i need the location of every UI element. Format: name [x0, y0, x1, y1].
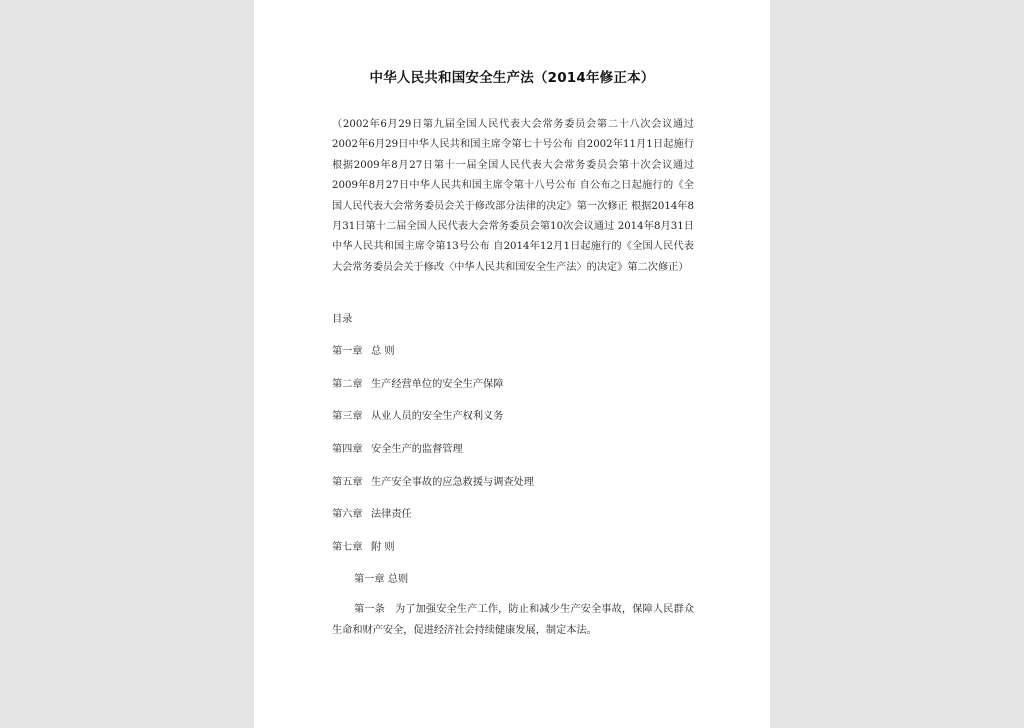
toc-chapter-number: 第五章	[332, 476, 363, 488]
toc-chapter-title: 生产安全事故的应急救援与调查处理	[371, 476, 534, 488]
toc-item	[332, 538, 534, 571]
toc-heading: 目录	[332, 314, 353, 325]
toc-chapter-title: 附 则	[371, 542, 395, 554]
toc-item	[332, 375, 534, 408]
toc-chapter-title: 生产经营单位的安全生产保障	[371, 378, 504, 390]
toc-item	[332, 473, 534, 506]
toc-item	[332, 505, 534, 538]
toc-item	[332, 440, 534, 473]
toc-chapter-number: 第一章	[332, 346, 363, 357]
table-of-contents	[332, 342, 534, 571]
document-page	[254, 0, 770, 728]
toc-chapter-number: 第三章	[332, 411, 363, 423]
toc-item	[332, 342, 534, 375]
toc-chapter-title: 总 则	[371, 346, 395, 357]
document-preamble: （2002年6月29日第九届全国人民代表大会常务委员会第二十八次会议通过 2002年6月29日中华人民共和国主席令第七十号公布 自2002年11月1日起施行 根据2009年8月27日第十一届全国人民代表大会常务委员会第十次会议通过 2009年8月27日中华人民共和国主席令第十八号公布 自公布之日起施行的《全国人民代表大会常务委员会关于修改部分法律的决定》第一次修正 根据2014年8月31日第十二届全国人民代表大会常务委员会第10次会议通过 2014年8月31日中华人民共和国主席令第13号公布 自2014年12月1日起施行的《全国人民代表大会常务委员会关于修改〈中华人民共和国安全生产法〉的决定》第二次修正）	[332, 119, 694, 273]
article-number: 第一条	[354, 604, 385, 615]
article-paragraph	[332, 599, 694, 641]
chapter-heading: 第一章 总则	[354, 574, 409, 585]
toc-chapter-title: 从业人员的安全生产权利义务	[371, 411, 504, 423]
document-title: 中华人民共和国安全生产法（2014年修正本）	[369, 70, 655, 86]
toc-chapter-number: 第六章	[332, 509, 363, 521]
toc-chapter-number: 第七章	[332, 542, 363, 554]
toc-chapter-title: 安全生产的监督管理	[371, 444, 463, 456]
toc-chapter-number: 第二章	[332, 378, 363, 390]
toc-chapter-number: 第四章	[332, 444, 363, 456]
article-text: 为了加强安全生产工作，防止和减少生产安全事故，保障人民群众生命和财产安全，促进经济社会持续健康发展，制定本法。	[332, 604, 695, 636]
toc-item	[332, 407, 534, 440]
toc-chapter-title: 法律责任	[371, 509, 412, 521]
